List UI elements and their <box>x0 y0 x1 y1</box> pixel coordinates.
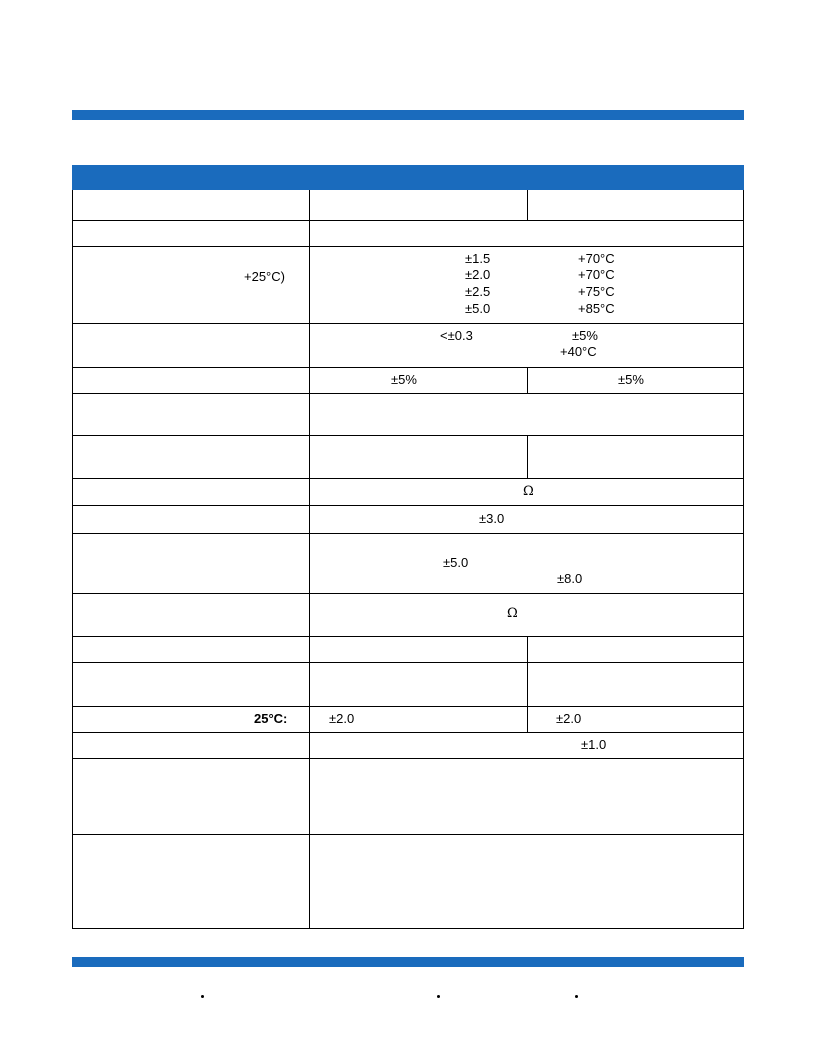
impedance-unit: Ω <box>507 606 518 621</box>
accuracy-value: ±5.0 <box>443 555 469 570</box>
row-separator <box>73 662 743 663</box>
temp-accuracy-value: ±2.0 <box>465 267 491 282</box>
footer-bullet <box>437 995 440 998</box>
tolerance-left: ±5% <box>391 372 417 387</box>
temp-accuracy-temp: +75°C <box>578 284 615 299</box>
at-25c-left: ±2.0 <box>329 711 355 726</box>
row-separator <box>73 478 743 479</box>
accuracy-value: ±8.0 <box>557 571 583 586</box>
row-separator <box>73 533 743 534</box>
drift-value: <±0.3 <box>440 328 473 343</box>
offset-value: ±1.0 <box>581 737 607 752</box>
row-separator <box>73 367 743 368</box>
row-separator <box>73 706 743 707</box>
row-separator <box>73 593 743 594</box>
footer-bullet <box>575 995 578 998</box>
drift-percent: ±5% <box>572 328 598 343</box>
footer-bullet <box>201 995 204 998</box>
footer-rule-bar <box>72 957 744 967</box>
column-divider <box>527 435 528 478</box>
row-separator <box>73 323 743 324</box>
table-header-bar <box>72 165 744 190</box>
column-divider <box>527 636 528 706</box>
resistance-unit: Ω <box>523 484 534 499</box>
row-separator <box>73 505 743 506</box>
temp-accuracy-temp: +70°C <box>578 267 615 282</box>
drift-temp: +40°C <box>560 344 597 359</box>
header-rule-bar <box>72 110 744 120</box>
column-divider <box>527 190 528 220</box>
at-25c-right: ±2.0 <box>556 711 582 726</box>
temp-accuracy-temp: +85°C <box>578 301 615 316</box>
temp-accuracy-label-suffix: +25°C) <box>244 269 285 284</box>
column-divider <box>527 367 528 393</box>
temp-accuracy-value: ±2.5 <box>465 284 491 299</box>
temp-accuracy-value: ±5.0 <box>465 301 491 316</box>
tolerance-right: ±5% <box>618 372 644 387</box>
row-separator <box>73 732 743 733</box>
row-separator <box>73 435 743 436</box>
row-separator <box>73 393 743 394</box>
temp-accuracy-value: ±1.5 <box>465 251 491 266</box>
row-separator <box>73 834 743 835</box>
column-divider <box>527 706 528 732</box>
temp-accuracy-temp: +70°C <box>578 251 615 266</box>
row-separator <box>73 636 743 637</box>
at-25c-label: 25°C: <box>254 711 288 726</box>
row-separator <box>73 758 743 759</box>
row-separator <box>73 220 743 221</box>
row-separator <box>73 246 743 247</box>
label-column-divider <box>309 190 310 929</box>
accuracy-value: ±3.0 <box>479 511 505 526</box>
specification-table <box>72 165 744 929</box>
